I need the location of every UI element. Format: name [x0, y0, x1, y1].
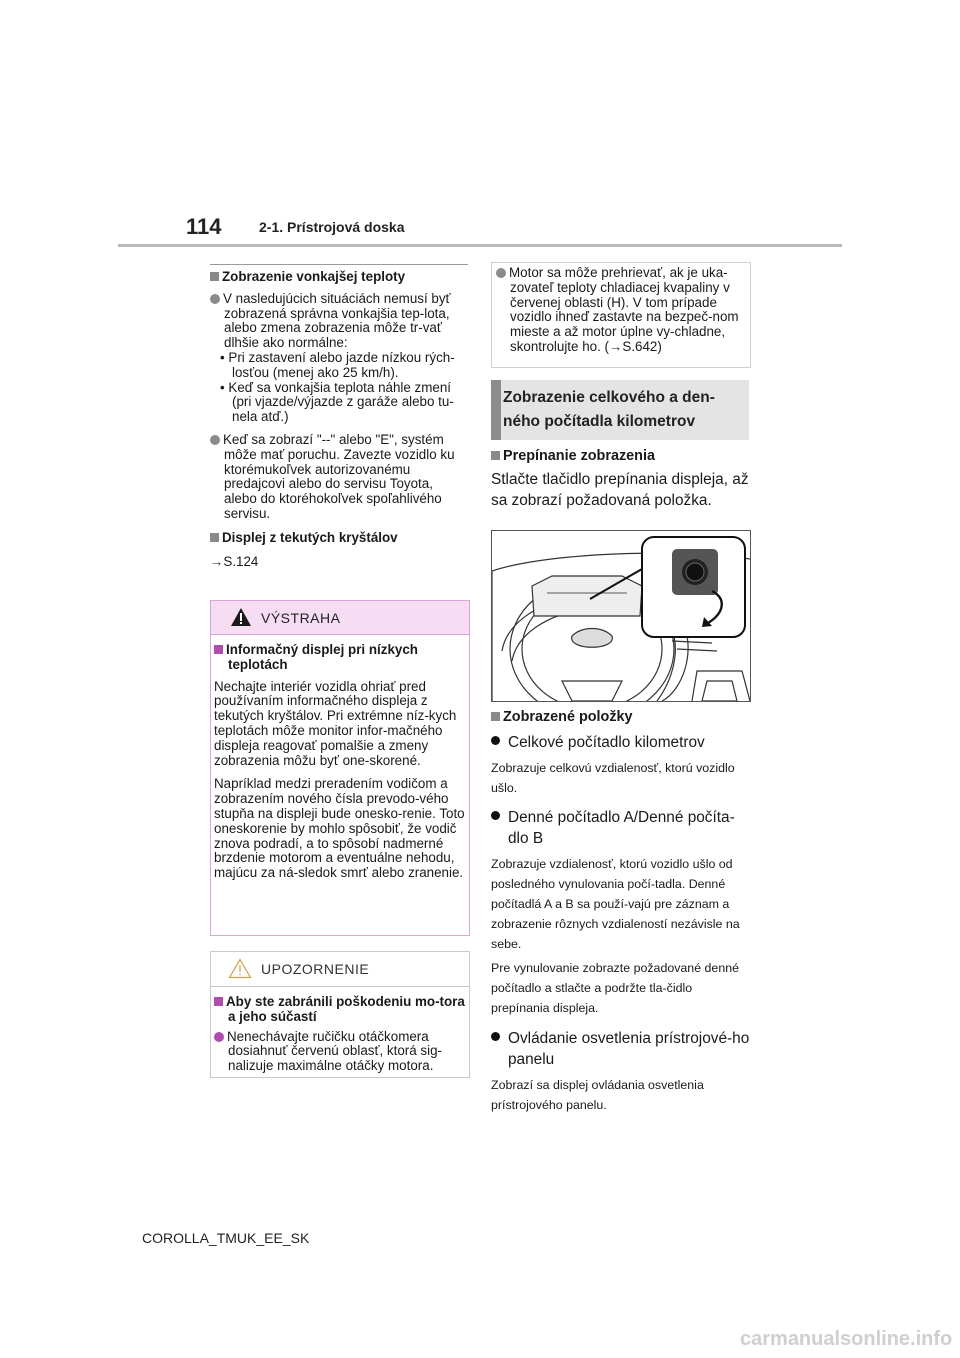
square-bullet-icon — [214, 997, 223, 1006]
sub-item: • Pri zastavení alebo jazde nízkou rých-losťou (menej ako 25 km/h). — [220, 349, 455, 380]
item-title: Ovládanie osvetlenia prístrojové-ho panelu — [491, 1028, 751, 1070]
steering-wheel-illustration — [491, 530, 751, 702]
warning-heading: Informačný displej pri nízkych teplotách — [214, 643, 466, 673]
caution-box — [210, 951, 470, 1078]
item-desc: Zobrazuje celkovú vzdialenosť, ktorú vozidlo ušlo. — [491, 760, 735, 795]
page-reference: →S.124 — [210, 553, 259, 569]
right-column-bottom — [491, 710, 751, 1115]
square-bullet-icon — [210, 272, 219, 281]
items-heading: Zobrazené položky — [491, 710, 751, 725]
warning-paragraph: Nechajte interiér vozidla ohriať pred používaním informačného displeja z tekutých kryštálov. Pri extrémne níz-kych teplotách môže monitor infor-mačného displeja reagovať pomalšie a zmeny zobrazenia môžu byť one-skorené. — [214, 678, 457, 768]
circle-bullet-icon — [214, 1032, 224, 1042]
watermark: carmanualsonline.info — [740, 1328, 953, 1350]
warning-title: VÝSTRAHA — [261, 610, 341, 626]
item-title: Celkové počítadlo kilometrov — [491, 732, 751, 753]
left-column — [210, 264, 468, 569]
lcd-heading: Displej z tekutých kryštálov — [210, 531, 468, 546]
warning-header — [211, 601, 469, 635]
square-bullet-icon — [491, 712, 500, 721]
circle-bullet-icon — [491, 1032, 500, 1041]
callout-box — [642, 537, 745, 637]
switch-heading: Prepínanie zobrazenia — [491, 449, 751, 464]
sub-item: • Keď sa vonkajšia teplota náhle zmení (pri vjazde/výjazde z garáže alebo tu-nela atď.) — [220, 379, 454, 425]
switch-text: Stlačte tlačidlo prepínania displeja, až sa zobrazí požadovaná položka. — [491, 470, 749, 509]
section-heading: Zobrazenie celkového a den-ného počítadla kilometrov — [503, 389, 715, 430]
heading-rule — [210, 264, 468, 265]
caution-triangle-icon — [228, 958, 252, 979]
square-bullet-icon — [210, 533, 219, 542]
section-title: 2-1. Prístrojová doska — [259, 219, 405, 235]
caution-header — [211, 952, 469, 987]
item-title: Denné počítadlo A/Denné počíta-dlo B — [491, 807, 751, 849]
model-footer: COROLLA_TMUK_EE_SK — [142, 1230, 310, 1246]
warning-triangle-icon — [230, 607, 252, 627]
bullet-item: Keď sa zobrazí "--" alebo "E", systém môže mať poruchu. Zavezte vozidlo ku ktorémukoľvek autorizovanému predajcovi alebo do servisu Toyota, alebo do ktoréhokoľvek spoľahlivého servisu. — [210, 433, 468, 522]
circle-bullet-icon — [491, 736, 500, 745]
outside-temp-heading: Zobrazenie vonkajšej teploty — [210, 270, 468, 285]
heading-accent-bar — [491, 380, 501, 440]
warning-box — [210, 600, 470, 936]
page-number: 114 — [186, 214, 222, 239]
warning-paragraph: Napríklad medzi preradením vodičom a zobrazením nového čísla prevodo-vého stupňa na displeji bude onesko-renie. Toto oneskorenie by mohlo spôsobiť, že vodič znova podradí, a to spôsobí nadmerné brzdenie motorom a eventuálne nehodu, majúcu za ná-sledok smrť alebo zranenie. — [214, 776, 465, 881]
caution-heading: Aby ste zabránili poškodeniu mo-tora a jeho súčastí — [214, 995, 466, 1025]
caution-item: Nenechávajte ručičku otáčkomera dosiahnuť červenú oblasť, ktorá sig-nalizuje maximálne otáčky motora. — [214, 1030, 466, 1074]
item-desc: Zobrazuje vzdialenosť, ktorú vozidlo ušlo od posledného vynulovania počí-tadla. Denné počítadlá A a B sa použí-vajú pre záznam a zobrazenie rôznych vzdialeností nezávisle na sebe. — [491, 857, 740, 951]
circle-bullet-icon — [491, 811, 500, 820]
square-bullet-icon — [214, 645, 223, 654]
section-heading-box — [491, 380, 749, 440]
header-divider — [118, 244, 842, 247]
note-box — [491, 262, 751, 368]
square-bullet-icon — [491, 451, 500, 460]
circle-bullet-icon — [210, 294, 220, 304]
circle-bullet-icon — [496, 268, 506, 278]
note-item: Motor sa môže prehrievať, ak je uka-zovateľ teploty chladiacej kvapaliny v červenej oblasti (H). V tom prípade vozidlo ihneď zastavte na bezpeč-nom mieste a až motor úplne vy-chladne, skontrolujte ho. (→S.642) — [492, 263, 750, 358]
bullet-item: V nasledujúcich situáciách nemusí byť zobrazená správna vonkajšia tep-lota, alebo zmena zobrazenia môže tr-vať dlhšie ako normálne: — [210, 292, 468, 351]
item-desc: Pre vynulovanie zobrazte požadované denné počítadlo a stlačte a podržte tla-čidlo prepínania displeja. — [491, 961, 739, 1015]
item-desc: Zobrazí sa displej ovládania osvetlenia prístrojového panelu. — [491, 1077, 704, 1112]
caution-title: UPOZORNENIE — [261, 961, 370, 977]
circle-bullet-icon — [210, 435, 220, 445]
right-column-top — [491, 449, 751, 511]
dashboard-drawing — [492, 531, 750, 701]
